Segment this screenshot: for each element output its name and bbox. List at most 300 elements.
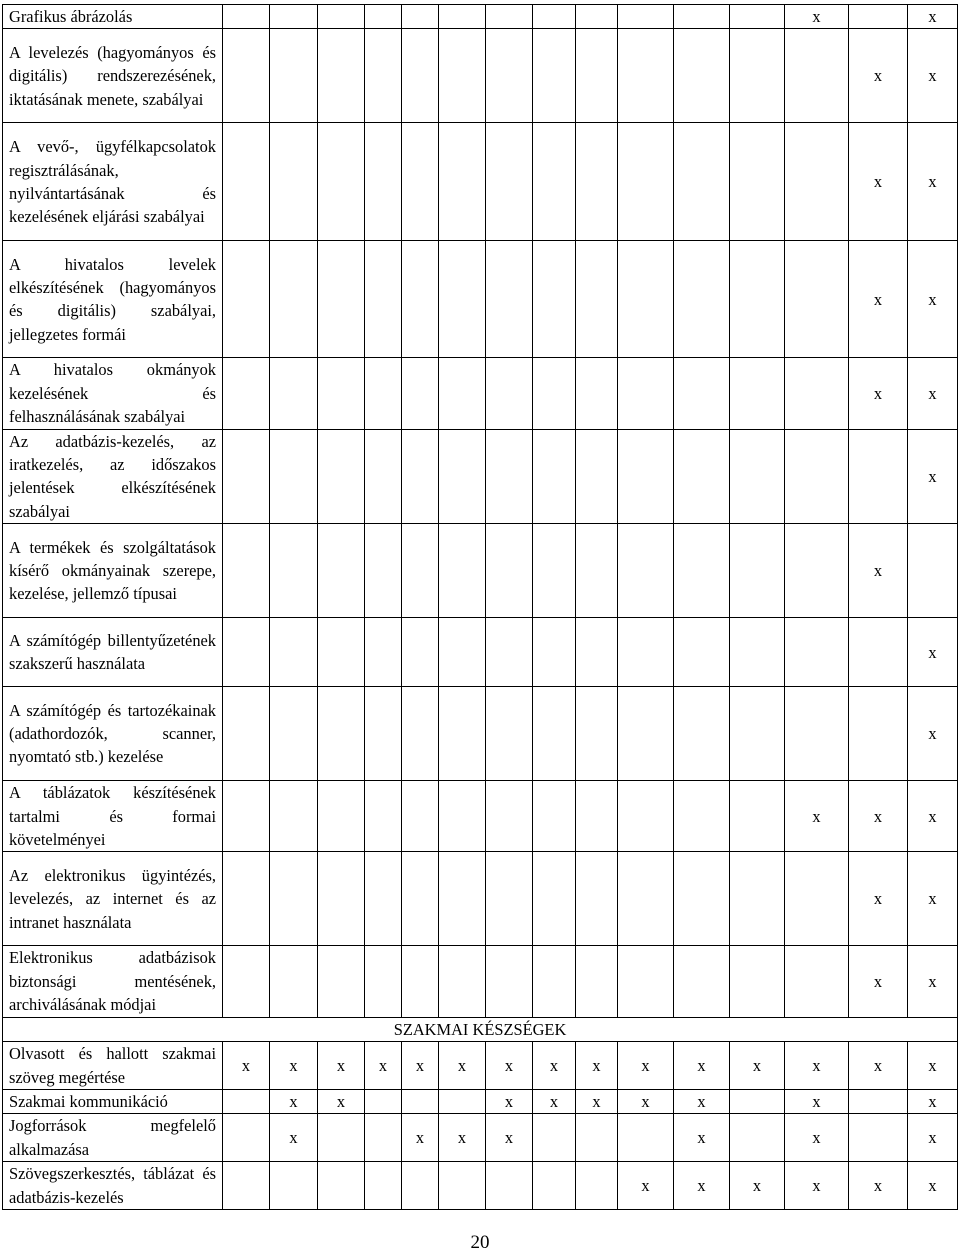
empty-cell	[576, 429, 618, 524]
mark-x: x	[873, 806, 883, 826]
empty-cell	[318, 358, 365, 429]
empty-cell	[618, 29, 674, 123]
mark-cell	[365, 1042, 402, 1090]
mark-x: x	[697, 1091, 706, 1111]
knowledge-label	[3, 852, 223, 946]
mark-x: x	[812, 7, 821, 26]
empty-cell	[618, 524, 674, 618]
mark-x: x	[928, 7, 937, 26]
knowledge-row	[3, 524, 958, 618]
empty-cell	[270, 687, 318, 781]
mark-x: x	[873, 383, 883, 403]
empty-cell	[486, 29, 533, 123]
empty-cell	[270, 946, 318, 1017]
mark-x: x	[928, 172, 937, 192]
knowledge-label-text: A hivatalos okmányok kezelésének és felhasználásának szabályai	[9, 360, 216, 427]
section-row	[3, 1017, 958, 1041]
empty-cell	[533, 852, 576, 946]
empty-cell	[486, 687, 533, 781]
mark-x: x	[928, 383, 937, 403]
mark-cell	[785, 1042, 849, 1090]
mark-x: x	[641, 1175, 650, 1195]
mark-cell	[533, 1089, 576, 1113]
mark-x: x	[928, 66, 937, 86]
empty-cell	[365, 524, 402, 618]
empty-cell	[439, 241, 486, 358]
knowledge-label-text: A táblázatok készítésének tartalmi és formai követelményei	[9, 783, 216, 850]
empty-cell	[402, 241, 439, 358]
knowledge-row	[3, 618, 958, 687]
empty-cell	[365, 781, 402, 852]
empty-cell	[576, 687, 618, 781]
skill-label	[3, 1114, 223, 1162]
empty-cell	[365, 1162, 402, 1210]
empty-cell	[533, 618, 576, 687]
empty-cell	[785, 524, 849, 618]
empty-cell	[223, 5, 270, 29]
skill-row	[3, 1089, 958, 1113]
skill-row	[3, 1042, 958, 1090]
empty-cell	[223, 429, 270, 524]
empty-cell	[439, 781, 486, 852]
empty-cell	[402, 781, 439, 852]
mark-x: x	[873, 66, 883, 86]
empty-cell	[730, 524, 785, 618]
empty-cell	[223, 1162, 270, 1210]
empty-cell	[365, 946, 402, 1017]
mark-x: x	[549, 1091, 559, 1111]
empty-cell	[730, 852, 785, 946]
empty-cell	[576, 781, 618, 852]
mark-cell	[318, 1089, 365, 1113]
empty-cell	[576, 5, 618, 29]
knowledge-label-text: A számítógép és tartozékainak (adathordozók, scanner, nyomtató stb.) kezelése	[9, 700, 216, 767]
mark-cell	[849, 241, 908, 358]
empty-cell	[730, 5, 785, 29]
empty-cell	[270, 618, 318, 687]
empty-cell	[486, 5, 533, 29]
empty-cell	[730, 781, 785, 852]
empty-cell	[223, 781, 270, 852]
mark-cell	[908, 429, 958, 524]
mark-cell	[908, 618, 958, 687]
knowledge-row	[3, 781, 958, 852]
empty-cell	[785, 852, 849, 946]
empty-cell	[576, 358, 618, 429]
mark-cell	[318, 1042, 365, 1090]
mark-x: x	[592, 1055, 601, 1075]
empty-cell	[439, 123, 486, 241]
knowledge-row	[3, 852, 958, 946]
empty-cell	[439, 618, 486, 687]
empty-cell	[439, 524, 486, 618]
mark-x: x	[415, 1128, 425, 1148]
knowledge-label	[3, 946, 223, 1017]
empty-cell	[223, 687, 270, 781]
skill-label	[3, 1162, 223, 1210]
empty-cell	[533, 429, 576, 524]
mark-x: x	[812, 1091, 821, 1111]
empty-cell	[402, 1162, 439, 1210]
empty-cell	[270, 29, 318, 123]
mark-x: x	[697, 1055, 706, 1075]
empty-cell	[576, 1162, 618, 1210]
mark-cell	[849, 852, 908, 946]
knowledge-label	[3, 781, 223, 852]
mark-x: x	[873, 971, 883, 991]
empty-cell	[402, 358, 439, 429]
skill-label	[3, 1089, 223, 1113]
mark-x: x	[378, 1055, 388, 1075]
empty-cell	[223, 358, 270, 429]
empty-cell	[318, 123, 365, 241]
mark-cell	[674, 1162, 730, 1210]
empty-cell	[318, 1114, 365, 1162]
empty-cell	[318, 5, 365, 29]
page-number: 20	[470, 1232, 490, 1253]
empty-cell	[365, 1114, 402, 1162]
empty-cell	[730, 29, 785, 123]
knowledge-label-text: Grafikus ábrázolás	[9, 7, 133, 26]
empty-cell	[439, 1162, 486, 1210]
mark-x: x	[752, 1175, 762, 1195]
empty-cell	[486, 852, 533, 946]
empty-cell	[730, 687, 785, 781]
knowledge-label	[3, 618, 223, 687]
mark-x: x	[336, 1055, 346, 1075]
mark-x: x	[928, 724, 937, 744]
mark-cell	[730, 1162, 785, 1210]
mark-x: x	[928, 1091, 937, 1111]
mark-cell	[908, 358, 958, 429]
mark-x: x	[873, 172, 883, 192]
mark-cell	[402, 1042, 439, 1090]
empty-cell	[402, 5, 439, 29]
empty-cell	[318, 429, 365, 524]
empty-cell	[270, 5, 318, 29]
empty-cell	[730, 946, 785, 1017]
mark-x: x	[928, 642, 937, 662]
empty-cell	[674, 618, 730, 687]
empty-cell	[533, 358, 576, 429]
knowledge-label-text: A termékek és szolgáltatások kísérő okmányainak szerepe, kezelése, jellemző típusai	[9, 537, 216, 604]
mark-x: x	[928, 289, 937, 309]
skill-row	[3, 1114, 958, 1162]
mark-cell	[576, 1042, 618, 1090]
empty-cell	[486, 524, 533, 618]
empty-cell	[365, 123, 402, 241]
empty-cell	[486, 429, 533, 524]
knowledge-row	[3, 241, 958, 358]
mark-cell	[849, 946, 908, 1017]
mark-cell	[439, 1114, 486, 1162]
empty-cell	[318, 852, 365, 946]
empty-cell	[223, 1114, 270, 1162]
knowledge-row	[3, 946, 958, 1017]
mark-x: x	[752, 1055, 762, 1075]
mark-cell	[849, 123, 908, 241]
empty-cell	[674, 781, 730, 852]
empty-cell	[439, 687, 486, 781]
empty-cell	[785, 123, 849, 241]
empty-cell	[576, 29, 618, 123]
empty-cell	[365, 852, 402, 946]
empty-cell	[618, 123, 674, 241]
mark-cell	[402, 1114, 439, 1162]
empty-cell	[618, 618, 674, 687]
mark-cell	[486, 1114, 533, 1162]
mark-cell	[270, 1042, 318, 1090]
empty-cell	[223, 618, 270, 687]
mark-x: x	[928, 889, 937, 909]
empty-cell	[402, 1089, 439, 1113]
empty-cell	[365, 429, 402, 524]
mark-x: x	[504, 1091, 514, 1111]
knowledge-label-text: Elektronikus adatbázisok biztonsági mentésének, archiválásának módjai	[9, 948, 216, 1015]
mark-x: x	[241, 1055, 251, 1075]
empty-cell	[223, 123, 270, 241]
empty-cell	[439, 358, 486, 429]
empty-cell	[318, 781, 365, 852]
mark-cell	[908, 1042, 958, 1090]
empty-cell	[849, 5, 908, 29]
empty-cell	[439, 1089, 486, 1113]
empty-cell	[439, 946, 486, 1017]
empty-cell	[533, 781, 576, 852]
mark-x: x	[873, 1055, 883, 1075]
empty-cell	[849, 429, 908, 524]
mark-x: x	[928, 1128, 937, 1148]
skill-label-text: Szövegszerkesztés, táblázat és adatbázis-kezelés	[9, 1164, 216, 1207]
mark-cell	[908, 1114, 958, 1162]
empty-cell	[270, 781, 318, 852]
empty-cell	[533, 687, 576, 781]
mark-x: x	[928, 1175, 937, 1195]
mark-x: x	[928, 1055, 937, 1075]
empty-cell	[576, 241, 618, 358]
mark-x: x	[289, 1055, 298, 1075]
empty-cell	[785, 241, 849, 358]
knowledge-label-text: A vevő-, ügyfélkapcsolatok regisztrálásának, nyilvántartásának és kezelésének eljárási szabályai	[9, 137, 216, 227]
mark-cell	[486, 1089, 533, 1113]
empty-cell	[223, 852, 270, 946]
empty-cell	[730, 1114, 785, 1162]
knowledge-row	[3, 358, 958, 429]
knowledge-label-text: Az adatbázis-kezelés, az iratkezelés, az időszakos jelentések elkészítésének szabályai	[9, 431, 216, 521]
empty-cell	[270, 241, 318, 358]
mark-cell	[576, 1089, 618, 1113]
empty-cell	[576, 618, 618, 687]
empty-cell	[849, 1114, 908, 1162]
empty-cell	[533, 524, 576, 618]
mark-cell	[908, 5, 958, 29]
empty-cell	[908, 524, 958, 618]
knowledge-row	[3, 123, 958, 241]
mark-cell	[730, 1042, 785, 1090]
knowledge-label	[3, 687, 223, 781]
empty-cell	[365, 358, 402, 429]
mark-cell	[270, 1114, 318, 1162]
empty-cell	[533, 5, 576, 29]
empty-cell	[576, 1114, 618, 1162]
skill-label	[3, 1042, 223, 1090]
mark-cell	[908, 241, 958, 358]
knowledge-label	[3, 358, 223, 429]
empty-cell	[318, 29, 365, 123]
empty-cell	[318, 687, 365, 781]
empty-cell	[318, 524, 365, 618]
mark-cell	[908, 946, 958, 1017]
empty-cell	[318, 946, 365, 1017]
mark-x: x	[812, 1175, 821, 1195]
empty-cell	[223, 241, 270, 358]
mark-x: x	[592, 1091, 601, 1111]
mark-cell	[908, 781, 958, 852]
mark-x: x	[928, 466, 937, 486]
empty-cell	[849, 687, 908, 781]
empty-cell	[365, 1089, 402, 1113]
skill-label-text: Olvasott és hallott szakmai szöveg megértése	[9, 1044, 216, 1087]
skill-label-text: Szakmai kommunikáció	[9, 1091, 168, 1111]
empty-cell	[270, 524, 318, 618]
mark-x: x	[641, 1091, 650, 1111]
empty-cell	[365, 29, 402, 123]
empty-cell	[402, 123, 439, 241]
mark-x: x	[928, 806, 937, 826]
mark-x: x	[336, 1091, 346, 1111]
empty-cell	[576, 123, 618, 241]
knowledge-row	[3, 5, 958, 29]
mark-cell	[849, 524, 908, 618]
mark-cell	[439, 1042, 486, 1090]
mark-x: x	[504, 1055, 514, 1075]
empty-cell	[576, 852, 618, 946]
empty-cell	[402, 618, 439, 687]
empty-cell	[618, 358, 674, 429]
empty-cell	[730, 241, 785, 358]
empty-cell	[785, 29, 849, 123]
knowledge-row	[3, 429, 958, 524]
mark-x: x	[873, 1175, 883, 1195]
mark-cell	[849, 1042, 908, 1090]
empty-cell	[402, 429, 439, 524]
empty-cell	[785, 946, 849, 1017]
empty-cell	[674, 241, 730, 358]
empty-cell	[486, 241, 533, 358]
empty-cell	[618, 1114, 674, 1162]
empty-cell	[223, 946, 270, 1017]
mark-x: x	[812, 1055, 821, 1075]
empty-cell	[618, 5, 674, 29]
mark-x: x	[697, 1128, 706, 1148]
empty-cell	[785, 429, 849, 524]
mark-cell	[270, 1089, 318, 1113]
empty-cell	[533, 123, 576, 241]
empty-cell	[730, 358, 785, 429]
empty-cell	[318, 1162, 365, 1210]
knowledge-row	[3, 687, 958, 781]
mark-x: x	[697, 1175, 706, 1195]
mark-x: x	[641, 1055, 650, 1075]
empty-cell	[674, 524, 730, 618]
empty-cell	[365, 241, 402, 358]
mark-cell	[908, 687, 958, 781]
mark-cell	[849, 781, 908, 852]
empty-cell	[439, 429, 486, 524]
empty-cell	[439, 29, 486, 123]
mark-cell	[908, 1089, 958, 1113]
knowledge-label	[3, 241, 223, 358]
empty-cell	[576, 946, 618, 1017]
mark-x: x	[928, 971, 937, 991]
mark-x: x	[415, 1055, 425, 1075]
empty-cell	[618, 429, 674, 524]
mark-cell	[908, 123, 958, 241]
empty-cell	[618, 241, 674, 358]
section-heading: SZAKMAI KÉSZSÉGEK	[3, 1017, 958, 1041]
mark-cell	[533, 1042, 576, 1090]
empty-cell	[533, 1114, 576, 1162]
knowledge-row	[3, 29, 958, 123]
empty-cell	[785, 358, 849, 429]
knowledge-label-text: A hivatalos levelek elkészítésének (hagyományos és digitális) szabályai, jellegzetes formái	[9, 254, 216, 344]
knowledge-label	[3, 429, 223, 524]
empty-cell	[270, 852, 318, 946]
empty-cell	[365, 5, 402, 29]
empty-cell	[270, 1162, 318, 1210]
mark-cell	[849, 358, 908, 429]
mark-cell	[908, 1162, 958, 1210]
empty-cell	[402, 524, 439, 618]
empty-cell	[270, 123, 318, 241]
mark-cell	[223, 1042, 270, 1090]
mark-cell	[785, 781, 849, 852]
knowledge-label	[3, 5, 223, 29]
empty-cell	[270, 358, 318, 429]
empty-cell	[533, 29, 576, 123]
empty-cell	[730, 429, 785, 524]
empty-cell	[439, 852, 486, 946]
empty-cell	[730, 123, 785, 241]
mark-x: x	[457, 1128, 467, 1148]
empty-cell	[223, 1089, 270, 1113]
empty-cell	[486, 618, 533, 687]
empty-cell	[674, 852, 730, 946]
mark-x: x	[873, 889, 883, 909]
mark-x: x	[504, 1128, 514, 1148]
mark-cell	[785, 1114, 849, 1162]
empty-cell	[439, 5, 486, 29]
empty-cell	[674, 429, 730, 524]
empty-cell	[576, 524, 618, 618]
mark-cell	[486, 1042, 533, 1090]
empty-cell	[618, 781, 674, 852]
empty-cell	[533, 241, 576, 358]
knowledge-label	[3, 524, 223, 618]
empty-cell	[533, 1162, 576, 1210]
mark-cell	[674, 1089, 730, 1113]
empty-cell	[674, 123, 730, 241]
mark-cell	[908, 852, 958, 946]
empty-cell	[486, 1162, 533, 1210]
empty-cell	[270, 429, 318, 524]
empty-cell	[318, 241, 365, 358]
mark-x: x	[549, 1055, 559, 1075]
empty-cell	[849, 1089, 908, 1113]
empty-cell	[618, 687, 674, 781]
knowledge-label	[3, 29, 223, 123]
empty-cell	[365, 618, 402, 687]
